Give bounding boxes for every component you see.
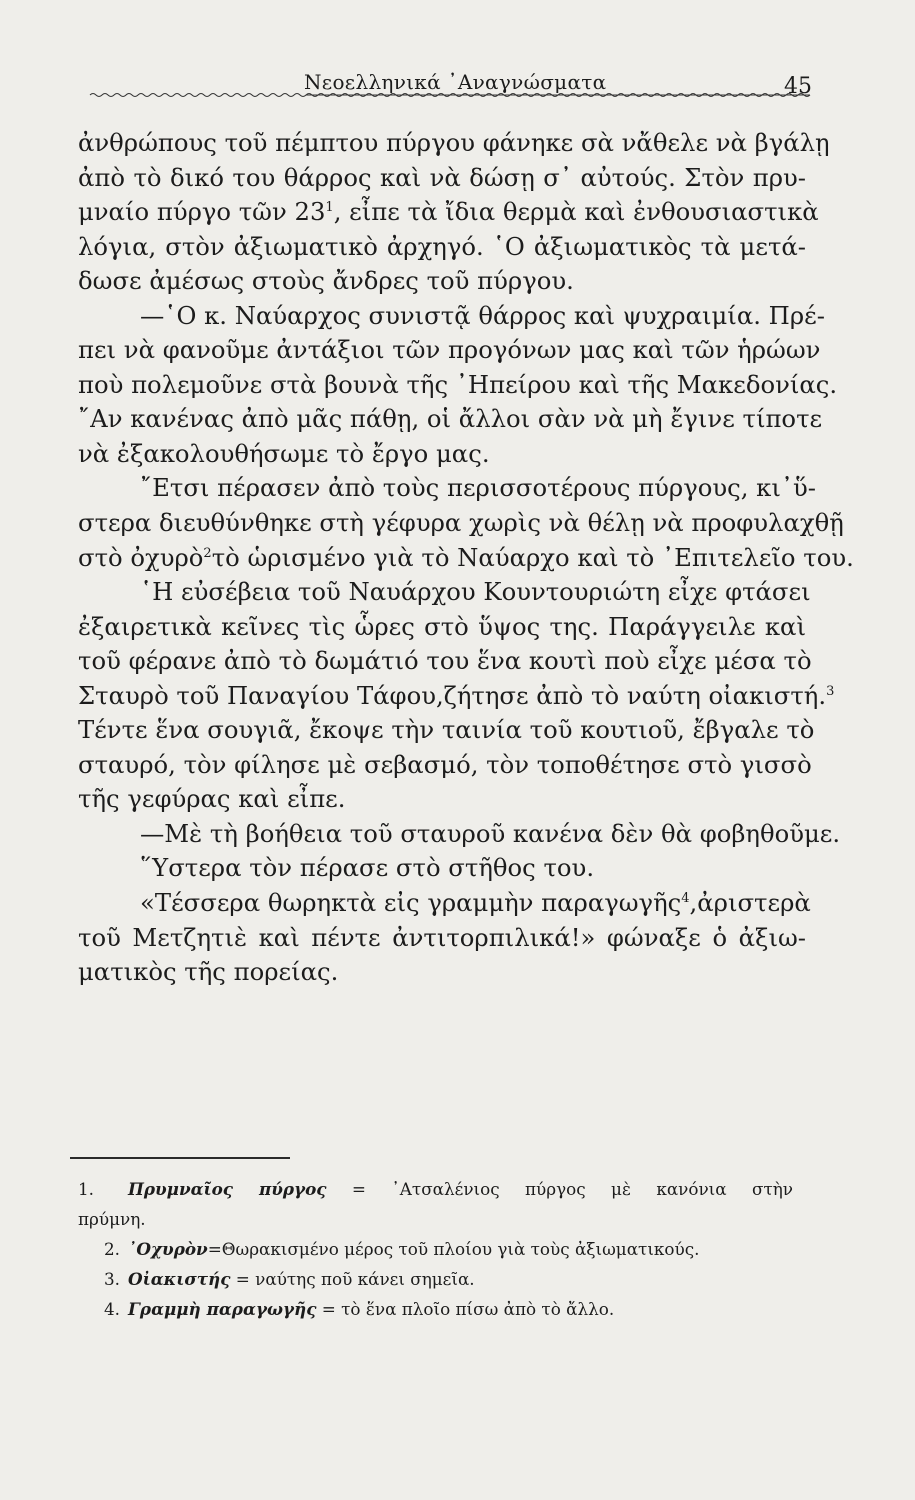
footnote-number: 3. [103, 1269, 120, 1289]
text-line: σταυρό, τὸν φίλησε μὲ σεβασμό, τὸν τοποθέτησε στὸ γισσὸ [78, 749, 812, 779]
footnote-text: = ναύτης ποῦ κάνει σημεῖα. [230, 1269, 475, 1289]
running-header [90, 66, 820, 106]
footnote-text: = ᾿Ατσαλένιος πύργος μὲ κανόνια στὴν [326, 1179, 793, 1199]
footnote-3 [78, 1264, 793, 1294]
text-line: ποὺ πολεμοῦνε στὰ βουνὰ τῆς ᾿Ηπείρου καὶ τῆς Μακεδονίας. [78, 369, 838, 399]
text-line [78, 541, 854, 576]
text-span: , εἶπε τὰ ἴδια θερμὰ καὶ ἐνθουσιαστικὰ [333, 197, 819, 227]
text-line: ῾Η εὐσέβεια τοῦ Ναυάρχου Κουντουριώτη εἶχε φτάσει [140, 577, 811, 607]
footnote-rule [70, 1157, 290, 1159]
text-line: τῆς γεφύρας καὶ εἶπε. [78, 784, 346, 814]
footnotes [78, 1174, 793, 1324]
text-line: νὰ ἐξακολουθήσωμε τὸ ἔργο μας. [78, 438, 490, 468]
page-number: 45 [784, 74, 812, 99]
footnote-marker: 2 [203, 545, 212, 561]
text-line: ῞Υστερα τὸν πέρασε στὸ στῆθος του. [140, 853, 595, 883]
text-line: Τέντε ἕνα σουγιᾶ, ἔκοψε τὴν ταινία τοῦ κουτιοῦ, ἔβγαλε τὸ [78, 715, 815, 745]
footnote-number: 2. [103, 1239, 120, 1259]
text-line: ῎Ετσι πέρασεν ἀπὸ τοὺς περισσοτέρους πύργους, κι᾿ὕ- [140, 473, 817, 503]
footnote-1-continued: πρύμνη. [78, 1209, 146, 1229]
footnote-term: Οἰακιστής [128, 1269, 231, 1289]
footnote-term: ᾿Οχυρὸν [128, 1239, 208, 1259]
text-line [78, 195, 819, 230]
footnote-1 [78, 1174, 793, 1204]
text-span: «Τέσσερα θωρηκτὰ εἰς γραμμὴν παραγωγῆς [140, 888, 682, 918]
text-span: στὸ ὀχυρὸ [78, 542, 204, 572]
footnote-number: 4. [103, 1299, 120, 1319]
footnote-4 [78, 1294, 793, 1324]
text-span: μναίο πύργο τῶν 23 [78, 197, 326, 227]
text-line: ματικὸς τῆς πορείας. [78, 957, 339, 987]
text-span: ,ἀριστερὰ [689, 888, 811, 918]
footnote-term: Γραμμὴ παραγωγῆς [128, 1299, 317, 1319]
footnote-text: =Θωρακισμένο μέρος τοῦ πλοίου γιὰ τοὺς ἀξιωματικούς. [207, 1239, 700, 1259]
text-line: τοῦ Μετζητιὲ καὶ πέντε ἀντιτορπιλικά!» φώναξε ὁ ἀξιω- [78, 922, 806, 952]
text-line: λόγια, στὸν ἀξιωματικὸ ἀρχηγό. ῾Ο ἀξιωματικὸς τὰ μετά- [78, 231, 806, 261]
text-span: Σταυρὸ τοῦ Παναγίου Τάφου,ζήτησε ἀπὸ τὸ ναύτη οἰακιστή. [78, 680, 827, 710]
text-line: πει νὰ φανοῦμε ἀντάξιοι τῶν προγόνων μας καὶ τῶν ἡρώων [78, 335, 821, 365]
text-line: τοῦ φέρανε ἀπὸ τὸ δωμάτιό του ἕνα κουτὶ ποὺ εἶχε μέσα τὸ [78, 646, 812, 676]
text-span: τὸ ὡρισμένο γιὰ τὸ Ναύαρχο καὶ τὸ ᾿Επιτελεῖο του. [211, 542, 854, 572]
wavy-rule [90, 92, 810, 98]
footnote-2 [78, 1234, 793, 1264]
text-line: ἀπὸ τὸ δικό του θάρρος καὶ νὰ δώσῃ σ᾿ αὐτούς. Στὸν πρυ- [78, 162, 806, 192]
footnote-marker: 4 [681, 890, 690, 906]
text-line: ἐξαιρετικὰ κεῖνες τὶς ὧρες στὸ ὕψος της. Παράγγειλε καὶ [78, 611, 806, 641]
text-line: ἀνθρώπους τοῦ πέμπτου πύργου φάνηκε σὰ νἄθελε νὰ βγάλῃ [78, 128, 830, 157]
text-line: δωσε ἀμέσως στοὺς ἄνδρες τοῦ πύργου. [78, 266, 574, 296]
footnote-text: = τὸ ἕνα πλοῖο πίσω ἀπὸ τὸ ἄλλο. [316, 1299, 615, 1319]
footnote-number: 1. [78, 1179, 95, 1199]
footnote-marker: 1 [325, 200, 334, 215]
text-line: ῎Αν κανένας ἀπὸ μᾶς πάθῃ, οἱ ἄλλοι σὰν νὰ μὴ ἔγινε τίποτε [78, 404, 823, 434]
text-line [78, 886, 811, 921]
footnote-term: Πρυμναῖος πύργος [128, 1179, 327, 1199]
text-line [78, 679, 835, 714]
footnote-marker: 3 [826, 683, 835, 699]
body-text [78, 126, 854, 990]
text-line: στερα διευθύνθηκε στὴ γέφυρα χωρὶς νὰ θέλῃ νὰ προφυλαχθῇ [78, 508, 844, 538]
running-title: Νεοελληνικά ᾿Αναγνώσματα [304, 70, 607, 94]
text-line: —῾Ο κ. Ναύαρχος συνιστᾷ θάρρος καὶ ψυχραιμία. Πρέ- [140, 300, 825, 330]
text-line: —Μὲ τὴ βοήθεια τοῦ σταυροῦ κανένα δὲν θὰ φοβηθοῦμε. [140, 818, 841, 848]
